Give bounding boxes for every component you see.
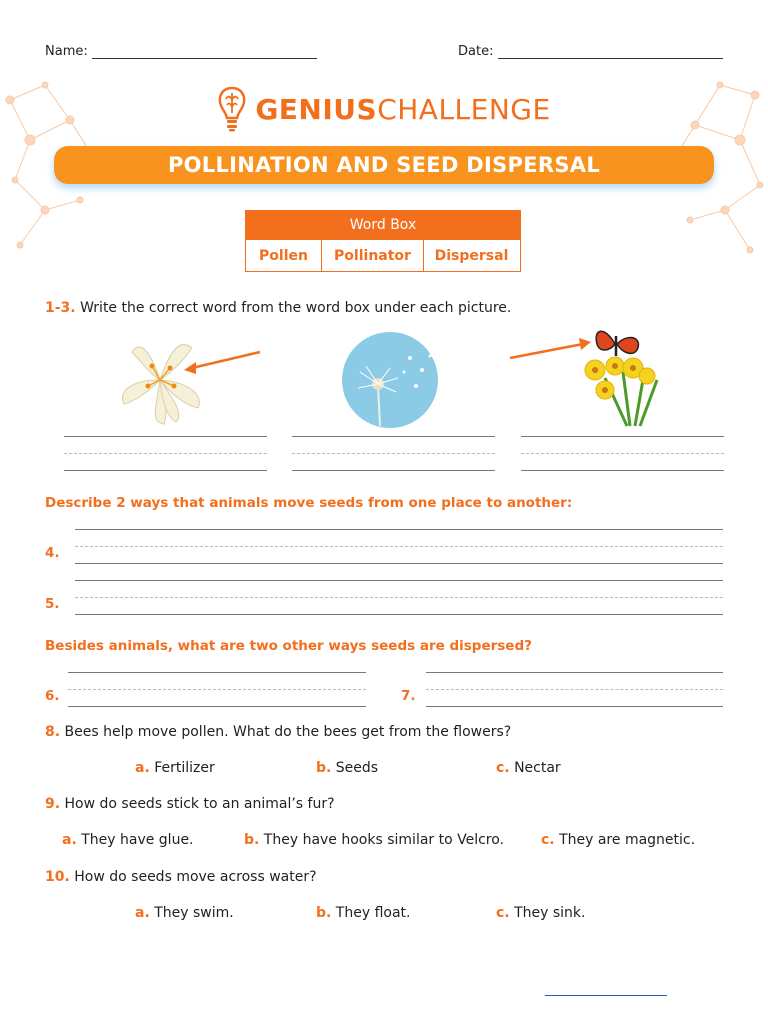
name-label: Name:	[45, 44, 88, 59]
prompt-other-dispersal: Besides animals, what are two other ways seeds are dispersed?	[45, 638, 532, 654]
answer-baseline-4	[75, 563, 723, 564]
logo-text-bold: GENIUS	[255, 92, 378, 126]
question-text: Bees help move pollen. What do the bees get from the flowers?	[64, 724, 512, 740]
answer-line-4[interactable]	[75, 529, 723, 530]
q10-option-a[interactable]: a. They swim.	[135, 905, 234, 921]
answer-baseline-6	[68, 706, 366, 707]
question-1-3	[45, 300, 511, 316]
question-number: 10.	[45, 869, 70, 885]
question-10	[45, 869, 317, 885]
q8-option-b[interactable]: b. Seeds	[316, 760, 379, 776]
answer-baseline-7	[426, 706, 723, 707]
question-number: 8.	[45, 724, 61, 740]
answer-guide-7	[426, 689, 723, 690]
answer-guide-4	[75, 546, 723, 547]
answer-line-3[interactable]	[521, 436, 724, 437]
answer-guide-6	[68, 689, 366, 690]
date-field[interactable]	[498, 58, 723, 59]
prompt-animal-seeds: Describe 2 ways that animals move seeds from one place to another:	[45, 495, 573, 511]
q9-option-a[interactable]: a. They have glue.	[62, 832, 194, 848]
date-label: Date:	[458, 44, 494, 59]
question-number: 1-3.	[45, 300, 76, 316]
answer-guide-2	[292, 453, 495, 454]
q10-option-b[interactable]: b. They float.	[316, 905, 411, 921]
word-box-title: Word Box	[245, 210, 521, 240]
dandelion-seed-icon	[340, 328, 445, 430]
question-text: How do seeds stick to an animal’s fur?	[64, 796, 335, 812]
item-number-5: 5.	[45, 596, 60, 612]
logo	[0, 84, 768, 134]
q10-option-c[interactable]: c. They sink.	[496, 905, 586, 921]
answer-line-5[interactable]	[75, 580, 723, 581]
answer-line-6[interactable]	[68, 672, 366, 673]
answer-guide-3	[521, 453, 724, 454]
lily-flower-icon	[110, 330, 270, 430]
answer-baseline-3	[521, 470, 724, 471]
butterfly-flower-icon	[505, 322, 665, 430]
question-8	[45, 724, 511, 740]
answer-line-1[interactable]	[64, 436, 267, 437]
page-title: POLLINATION AND SEED DISPERSAL	[54, 146, 714, 184]
item-number-7: 7.	[401, 688, 416, 704]
answer-line-7[interactable]	[426, 672, 723, 673]
answer-baseline-2	[292, 470, 495, 471]
item-number-4: 4.	[45, 545, 60, 561]
q9-option-b[interactable]: b. They have hooks similar to Velcro.	[244, 832, 505, 848]
q9-option-c[interactable]: c. They are magnetic.	[541, 832, 696, 848]
word-pollen: Pollen	[259, 247, 308, 264]
question-9	[45, 796, 335, 812]
question-text: Write the correct word from the word box under each picture.	[80, 300, 512, 316]
lightbulb-brain-icon	[217, 85, 247, 133]
name-field[interactable]	[92, 58, 317, 59]
footer-link-underline[interactable]	[545, 995, 667, 996]
answer-guide-1	[64, 453, 267, 454]
word-dispersal: Dispersal	[423, 240, 519, 271]
logo-text-light: CHALLENGE	[377, 92, 551, 126]
item-number-6: 6.	[45, 688, 60, 704]
answer-line-2[interactable]	[292, 436, 495, 437]
word-pollinator: Pollinator	[321, 240, 423, 271]
question-number: 9.	[45, 796, 61, 812]
q8-option-c[interactable]: c. Nectar	[496, 760, 561, 776]
answer-guide-5	[75, 597, 723, 598]
word-box	[245, 210, 521, 272]
question-text: How do seeds move across water?	[74, 869, 317, 885]
answer-baseline-1	[64, 470, 267, 471]
q8-option-a[interactable]: a. Fertilizer	[135, 760, 215, 776]
answer-baseline-5	[75, 614, 723, 615]
